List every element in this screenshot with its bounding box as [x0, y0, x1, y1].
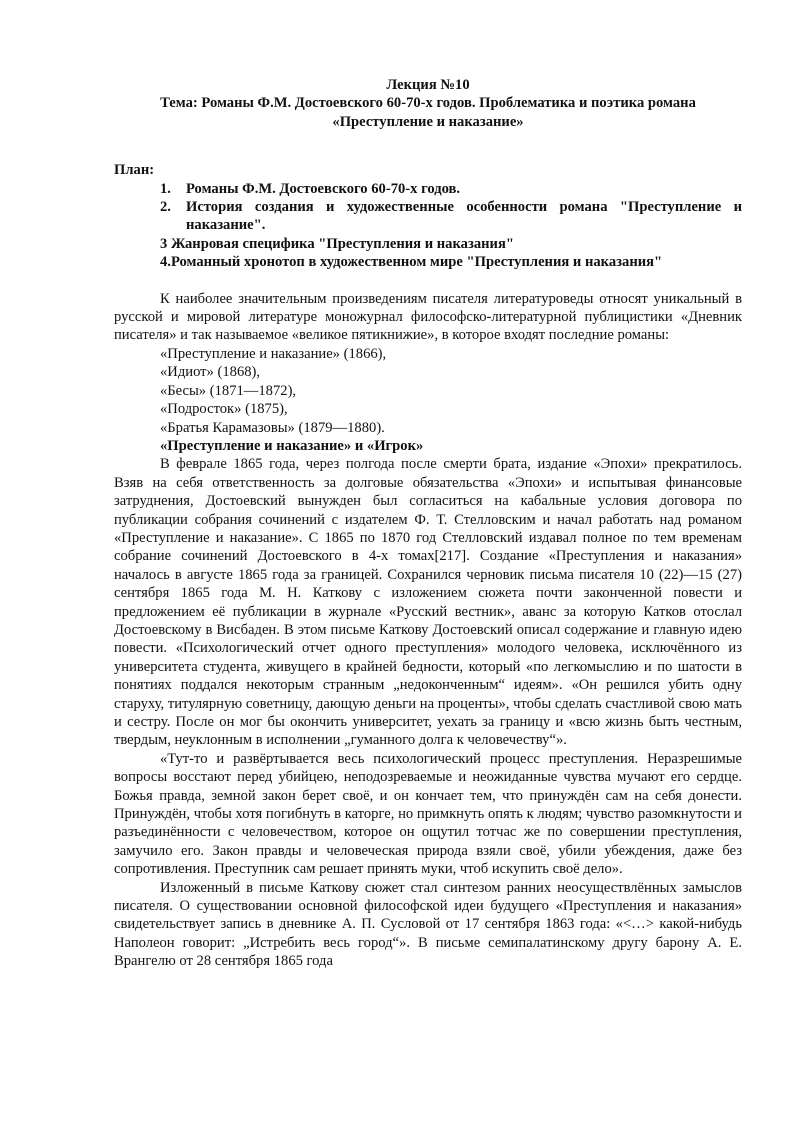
novel-list-item: «Преступление и наказание» (1866), — [160, 345, 387, 362]
plan-label: План: — [114, 162, 155, 179]
plan-item-text: История создания и художественные особенности романа "Преступление и наказание". — [186, 199, 742, 234]
topic-line-2: «Преступление и наказание» — [332, 113, 524, 130]
topic-line-1: Тема: Романы Ф.М. Достоевского 60-70-х годов. Проблематика и поэтика романа — [160, 95, 696, 112]
history-paragraph: В феврале 1865 года, через полгода после смерти брата, издание «Эпохи» прекратилось. Взяв на себя ответственность за долговые обязательства «Эпохи» и испытывая финансовые затруднения, Достоевский вынужден был согласиться на кабальные условия договора по публикации собрания сочинений с издателем Ф. Т. Стелловским и начал работать над романом «Преступление и наказание». С 1865 по 1870 год Стелловский издавал полное по тем временам собрание сочинений Достоевского в 4-х томах[217]. Создание «Преступления и наказания» началось в августе 1865 года за границей. Сохранился черновик письма писателя 10 (22)—15 (27) сентября 1865 года М. Н. Каткову с изложением сюжета почти законченной повести и предложением её публикации в журнале «Русский вестник», аванс за которую Катков отослал Достоевскому в Висбаден. В этом письме Каткову Достоевский описал содержание и главную идею повести. «Психологический отчет одного преступления» молодого человека, исключённого из университета студента, живущего в крайней бедности, который «по легкомыслию и по шатости в понятиях поддался некоторым странным „недоконченным“ идеям». «Он решился убить одну старуху, титулярную советницу, дающую деньги на проценты», чтобы сделать счастливой свою мать и сестру. После он мог бы окончить университет, уехать за границу и «всю жизнь быть честным, твердым, неуклонным в исполнении „гуманного долга к человечеству“». — [114, 456, 742, 749]
plan-list — [114, 180, 742, 272]
lecture-title: Лекция №10 — [386, 77, 470, 93]
document-body — [114, 290, 742, 971]
synthesis-paragraph: Изложенный в письме Каткову сюжет стал синтезом ранних неосуществлённых замыслов писателя. О существовании основной философской идеи будущего «Преступления и наказания» свидетельствует запись в дневнике А. П. Сусловой от 17 сентября 1863 года: «<…> какой-нибудь Наполеон говорит: „Истребить весь город“». В письме семипалатинскому другу барону А. Е. Врангелю от 28 сентября 1865 года — [114, 879, 742, 970]
plan-item — [114, 180, 742, 198]
plan-item-number: 1. — [160, 180, 171, 197]
plan-item — [114, 198, 742, 235]
document-header — [114, 76, 742, 131]
plan-item-text: 4.Романный хронотоп в художественном мире "Преступления и наказания" — [160, 254, 663, 271]
section-subheading: «Преступление и наказание» и «Игрок» — [160, 437, 424, 454]
plan-item — [114, 235, 742, 253]
novel-list-item: «Подросток» (1875), — [160, 401, 288, 418]
intro-paragraph: К наиболее значительным произведениям писателя литературоведы относят уникальный в русской и мировой литературе моножурнал философско-литературной публицистики «Дневник писателя» и так называемое «великое пятикнижие», в которое входят последние романы: — [114, 290, 742, 344]
plan-item-text: 3 Жанровая специфика "Преступления и наказания" — [160, 235, 514, 252]
quote-paragraph: «Тут-то и развёртывается весь психологический процесс преступления. Неразрешимые вопросы восстают перед убийцею, неподозреваемые и неожиданные чувства мучают его сердце. Божья правда, земной закон берет своё, и он кончает тем, что принуждён сам на себя донести. Принуждён, чтобы хотя погибнуть в каторге, но примкнуть опять к людям; чувство разомкнутости и разъединённости с человечеством, которое он ощутил тотчас же по совершении преступления, замучило его. Закон правды и человеческая природа взяли своё, убили убеждения, даже без сопротивления. Преступник сам решает принять муки, чтоб искупить своё дело». — [114, 750, 742, 878]
plan-item-number: 2. — [160, 199, 171, 216]
novel-list-item: «Идиот» (1868), — [160, 364, 261, 381]
novel-list-item: «Братья Карамазовы» (1879—1880). — [160, 419, 385, 436]
plan-item-text: Романы Ф.М. Достоевского 60-70-х годов. — [186, 180, 461, 197]
novel-list-item: «Бесы» (1871—1872), — [160, 382, 297, 399]
plan-item — [114, 253, 742, 271]
